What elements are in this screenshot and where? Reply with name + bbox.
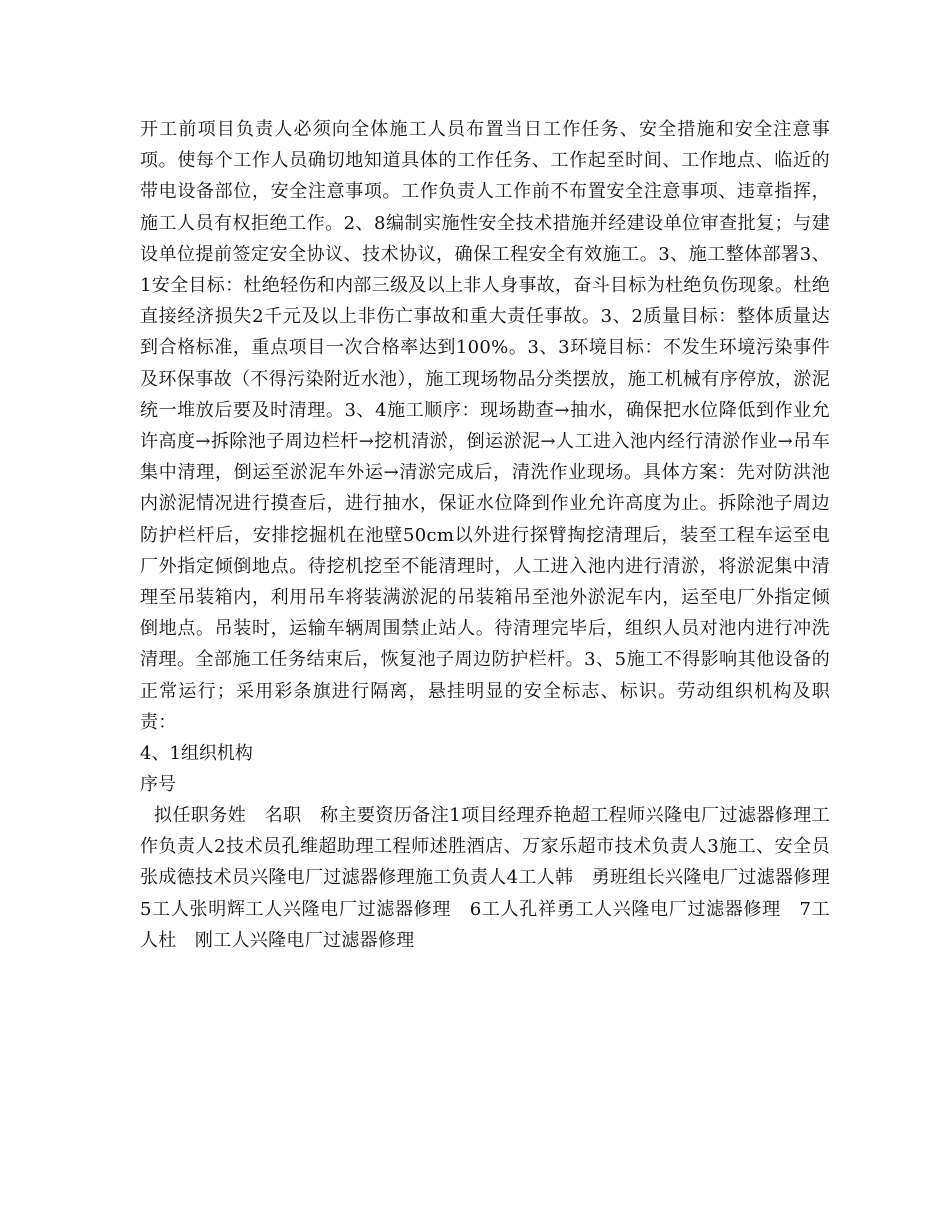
sequence-number-label: 序号 (140, 774, 176, 796)
document-body (140, 114, 849, 956)
safety-construction-paragraph: 开工前项目负责人必须向全体施工人员布置当日工作任务、安全措施和安全注意事项。使每个工作人员确切地知道具体的工作任务、工作起至时间、工作地点、临近的带电设备部位，安全注意事项。工作负责人工作前不布置安全注意事项、违章指挥，施工人员有权拒绝工作。2、8编制实施性安全技术措施并经建设单位审查批复；与建设单位提前签定安全协议、技术协议，确保工程安全有效施工。3、施工整体部署3、1安全目标：杜绝轻伤和内部三级及以上非人身事故，奋斗目标为杜绝负伤现象。杜绝直接经济损失2千元及以上非伤亡事故和重大责任事故。3、2质量目标：整体质量达到合格标准，重点项目一次合格率达到100%。3、3环境目标：不发生环境污染事件及环保事故（不得污染附近水池），施工现场物品分类摆放，施工机械有序停放，淤泥统一堆放后要及时清理。3、4施工顺序：现场勘查→抽水，确保把水位降低到作业允许高度→拆除池子周边栏杆→挖机清淤，倒运淤泥→人工进入池内经行清淤作业→吊车集中清理，倒运至淤泥车外运→清淤完成后，清洗作业现场。具体方案：先对防洪池内淤泥情况进行摸查后，进行抽水，保证水位降到作业允许高度为止。拆除池子周边防护栏杆后，安排挖掘机在池壁50cm以外进行探臂掏挖清理后，装至工程车运至电厂外指定倾倒地点。待挖机挖至不能清理时，人工进入池内进行清淤，将淤泥集中清理至吊装箱内，利用吊车将装满淤泥的吊装箱吊至池外淤泥车内，运至电厂外指定倾倒地点。吊装时，运输车辆周围禁止站人。待清理完毕后，组织人员对池内进行冲洗清理。全部施工任务结束后，恢复池子周边防护栏杆。3、5施工不得影响其他设备的正常运行；采用彩条旗进行隔离，悬挂明显的安全标志、标识。劳动组织机构及职责： (140, 119, 830, 733)
org-structure-heading: 4、1组织机构 (140, 743, 253, 765)
staff-table-text: 拟任职务姓 名职 称主要资历备注1项目经理乔艳超工程师兴隆电厂过滤器修理工作负责人2技术员孔维超助理工程师述胜酒店、万家乐超市技术负责人3施工、安全员张成德技术员兴隆电厂过滤器修理施工负责人4工人韩 勇班组长兴隆电厂过滤器修理 5工人张明辉工人兴隆电厂过滤器修理 6工人孔祥勇工人兴隆电厂过滤器修理 7工人杜 刚工人兴隆电厂过滤器修理 (140, 805, 849, 951)
